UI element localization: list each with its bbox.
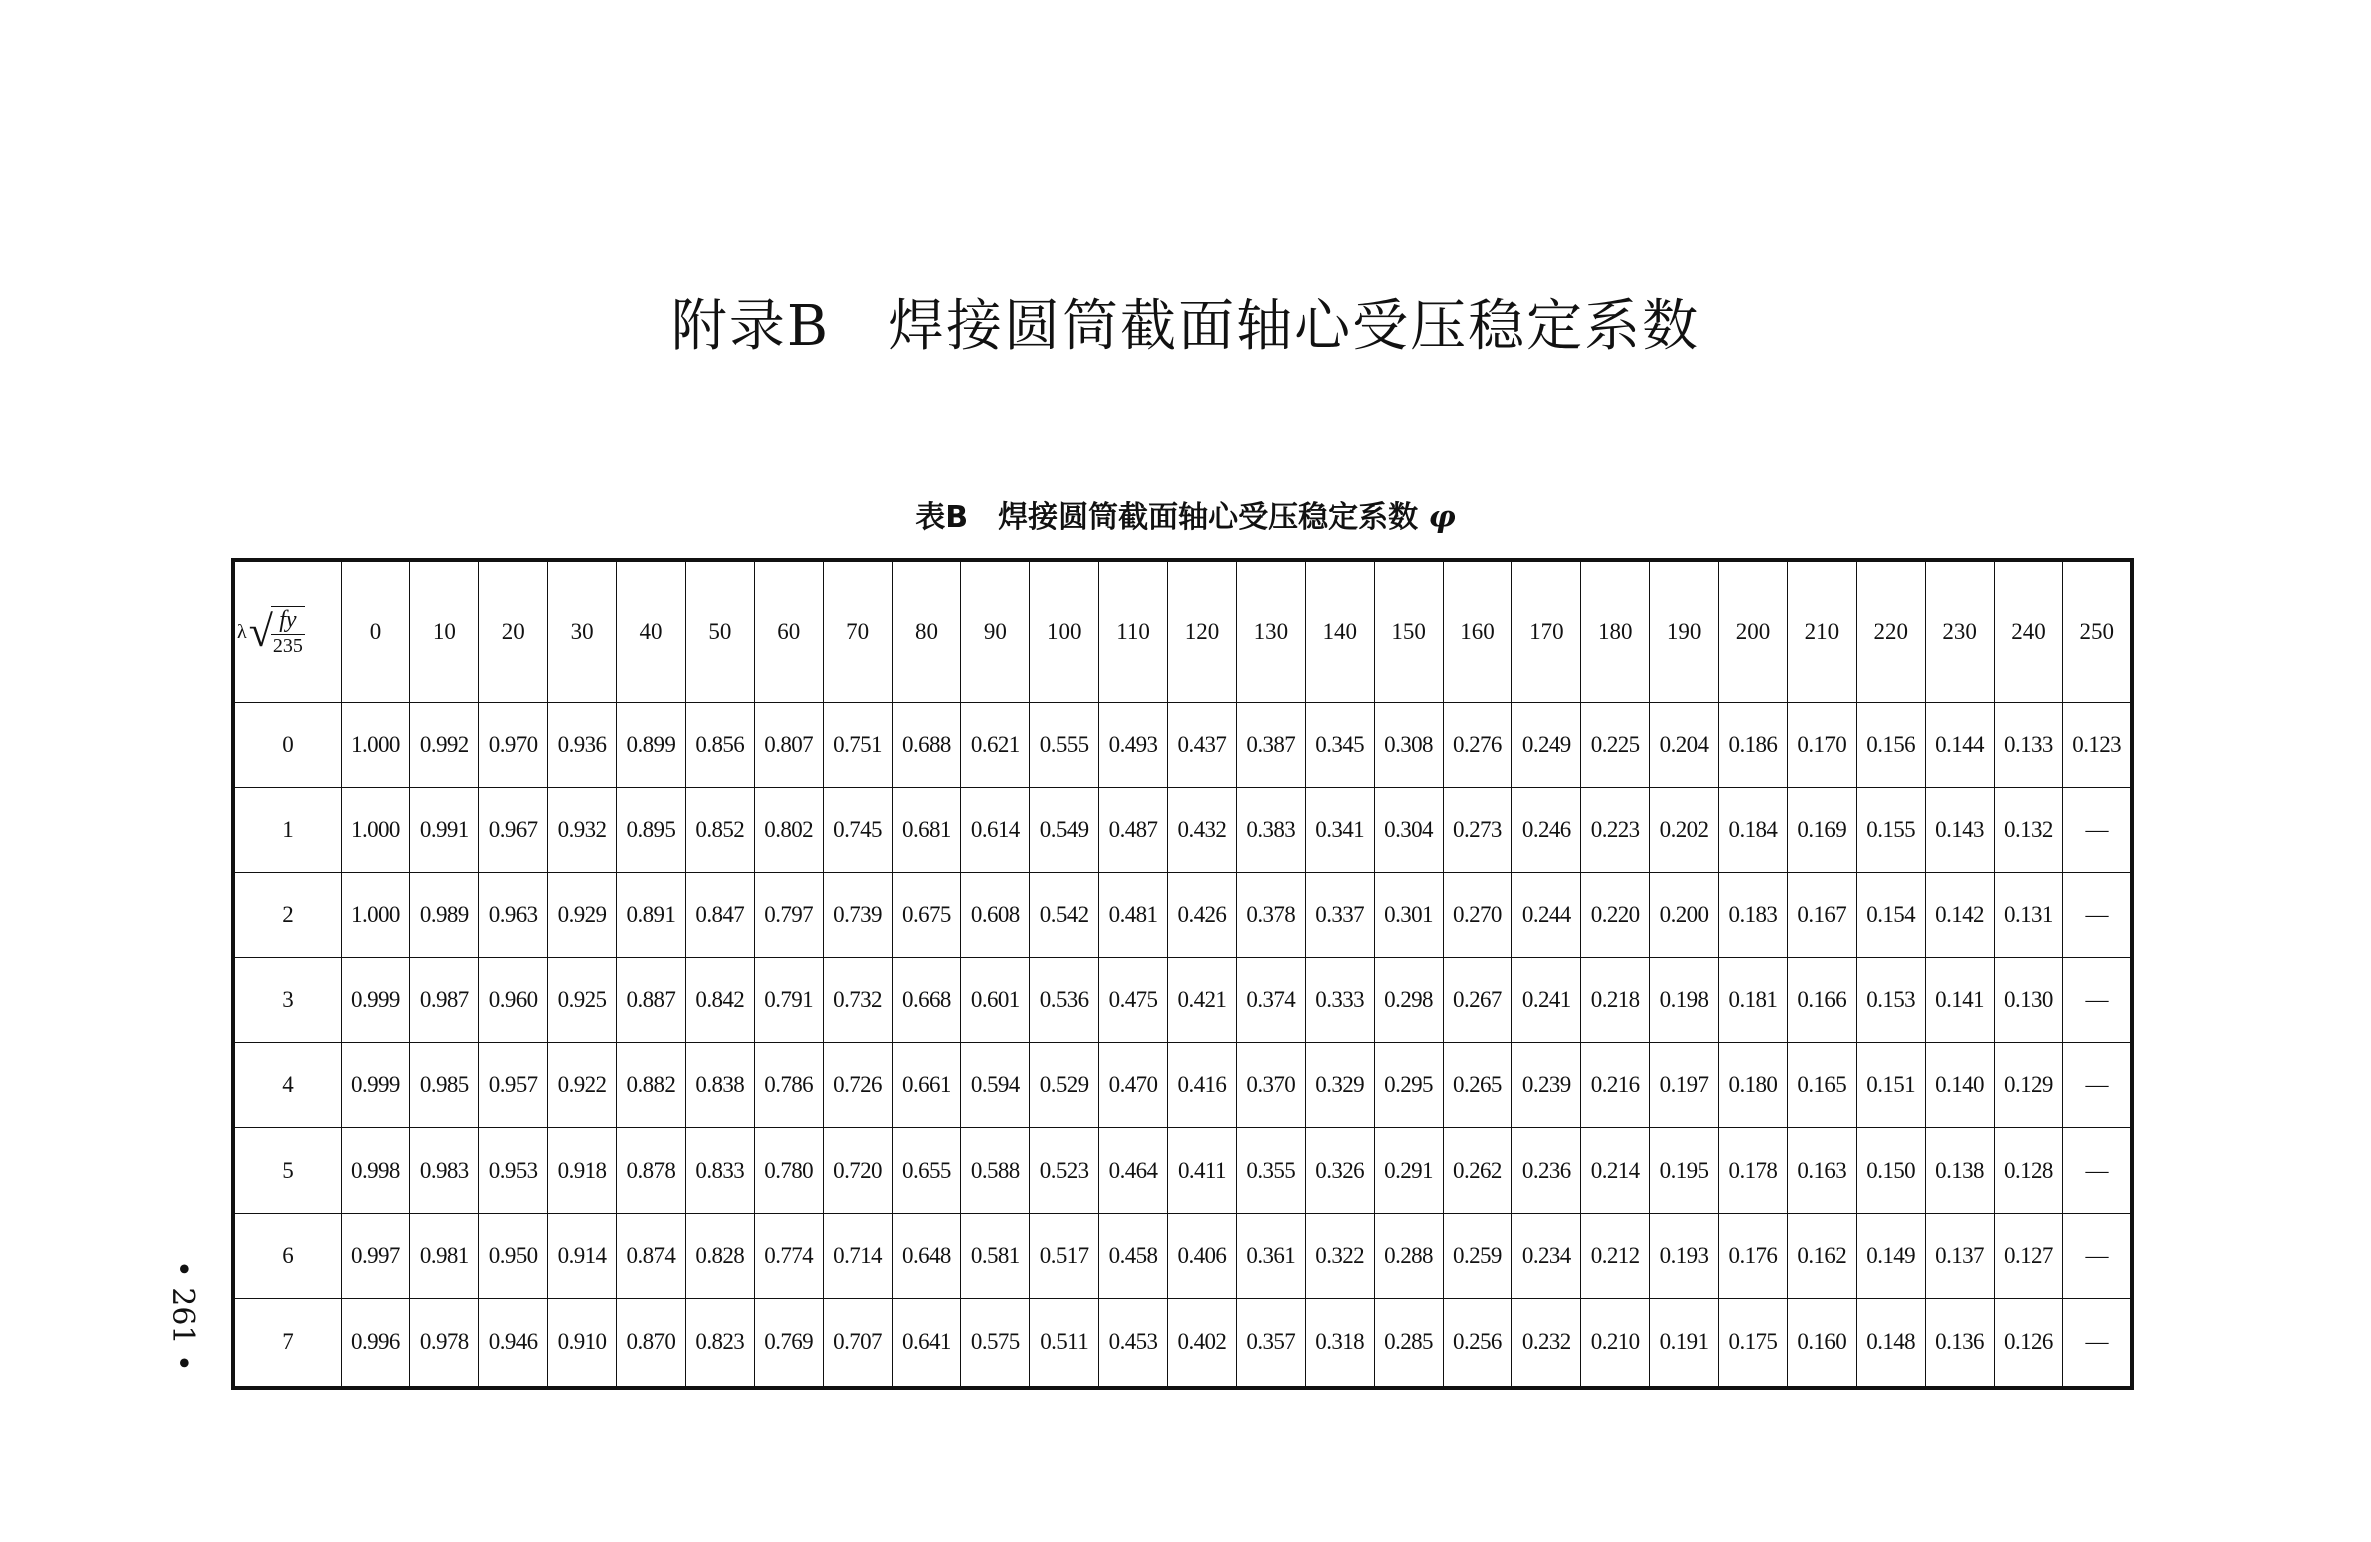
row-label: 6: [233, 1213, 341, 1298]
table-cell: 0.176: [1719, 1213, 1788, 1298]
table-cell: 0.983: [410, 1128, 479, 1213]
table-cell: 0.234: [1512, 1213, 1581, 1298]
appendix-title: 附录B 焊接圆筒截面轴心受压稳定系数: [670, 294, 1701, 359]
table-cell: 0.791: [754, 958, 823, 1043]
table-cell: 0.780: [754, 1128, 823, 1213]
table-cell: 0.151: [1856, 1043, 1925, 1128]
table-cell: 0.232: [1512, 1298, 1581, 1388]
table-row: [233, 1043, 2132, 1128]
column-header: 170: [1512, 560, 1581, 703]
column-header: 10: [410, 560, 479, 703]
table-cell: 0.739: [823, 873, 892, 958]
table-cell: 0.751: [823, 703, 892, 788]
table-cell: 0.165: [1787, 1043, 1856, 1128]
table-cell: 0.882: [617, 1043, 686, 1128]
column-header: 130: [1236, 560, 1305, 703]
table-cell: 0.426: [1168, 873, 1237, 958]
table-cell: 0.523: [1030, 1128, 1099, 1213]
table-cell: 0.239: [1512, 1043, 1581, 1128]
table-cell: 0.140: [1925, 1043, 1994, 1128]
caption-symbol: φ: [1428, 500, 1456, 535]
table-cell: 0.960: [479, 958, 548, 1043]
table-cell: —: [2063, 1043, 2132, 1128]
table-cell: 1.000: [341, 703, 410, 788]
table-cell: 0.464: [1099, 1128, 1168, 1213]
table-cell: 0.802: [754, 788, 823, 873]
table-cell: 0.991: [410, 788, 479, 873]
table-cell: 0.169: [1787, 788, 1856, 873]
table-cell: 0.887: [617, 958, 686, 1043]
table-cell: 0.259: [1443, 1213, 1512, 1298]
table-cell: 0.601: [961, 958, 1030, 1043]
table-cell: 0.370: [1236, 1043, 1305, 1128]
row-label: 3: [233, 958, 341, 1043]
table-cell: 0.295: [1374, 1043, 1443, 1128]
table-cell: 0.874: [617, 1213, 686, 1298]
table-cell: 0.246: [1512, 788, 1581, 873]
table-cell: 0.458: [1099, 1213, 1168, 1298]
table-cell: 0.529: [1030, 1043, 1099, 1128]
table-cell: —: [2063, 1213, 2132, 1298]
row-label: 1: [233, 788, 341, 873]
table-cell: 0.148: [1856, 1298, 1925, 1388]
table-row: [233, 1213, 2132, 1298]
table-cell: 0.195: [1650, 1128, 1719, 1213]
table-cell: 0.936: [548, 703, 617, 788]
table-cell: 0.475: [1099, 958, 1168, 1043]
header-row: [233, 560, 2132, 703]
fraction-denominator: 235: [272, 635, 303, 657]
table-cell: 0.614: [961, 788, 1030, 873]
table-cell: 0.186: [1719, 703, 1788, 788]
table-cell: 0.150: [1856, 1128, 1925, 1213]
table-cell: 0.167: [1787, 873, 1856, 958]
fraction: [271, 606, 305, 658]
table-cell: 0.210: [1581, 1298, 1650, 1388]
table-cell: 0.180: [1719, 1043, 1788, 1128]
table-cell: 0.950: [479, 1213, 548, 1298]
table-cell: 0.555: [1030, 703, 1099, 788]
table-cell: 0.183: [1719, 873, 1788, 958]
table-cell: 0.732: [823, 958, 892, 1043]
table-cell: 0.128: [1994, 1128, 2063, 1213]
table-cell: 0.922: [548, 1043, 617, 1128]
table-cell: 0.265: [1443, 1043, 1512, 1128]
column-header: 100: [1030, 560, 1099, 703]
table-cell: 0.256: [1443, 1298, 1512, 1388]
table-cell: 0.378: [1236, 873, 1305, 958]
table-cell: 0.641: [892, 1298, 961, 1388]
table-cell: 0.470: [1099, 1043, 1168, 1128]
table-cell: 0.953: [479, 1128, 548, 1213]
column-header: 30: [548, 560, 617, 703]
table-cell: 0.925: [548, 958, 617, 1043]
table-cell: 0.137: [1925, 1213, 1994, 1298]
table-cell: 0.929: [548, 873, 617, 958]
table-cell: 0.322: [1305, 1213, 1374, 1298]
table-cell: 0.291: [1374, 1128, 1443, 1213]
table-cell: 0.981: [410, 1213, 479, 1298]
table-cell: 0.726: [823, 1043, 892, 1128]
table-cell: 0.786: [754, 1043, 823, 1128]
table-cell: 0.745: [823, 788, 892, 873]
table-cell: 0.304: [1374, 788, 1443, 873]
table-cell: 0.978: [410, 1298, 479, 1388]
table-cell: 0.714: [823, 1213, 892, 1298]
table-cell: 0.204: [1650, 703, 1719, 788]
table-cell: 0.985: [410, 1043, 479, 1128]
table-cell: 0.285: [1374, 1298, 1443, 1388]
table-cell: 0.136: [1925, 1298, 1994, 1388]
fraction-numerator: fy: [271, 607, 305, 635]
column-header: 80: [892, 560, 961, 703]
table-cell: 0.416: [1168, 1043, 1237, 1128]
table-cell: 0.129: [1994, 1043, 2063, 1128]
table-cell: 0.163: [1787, 1128, 1856, 1213]
column-header: 40: [617, 560, 686, 703]
table-row: [233, 1128, 2132, 1213]
table-cell: 0.914: [548, 1213, 617, 1298]
column-header: 50: [685, 560, 754, 703]
table-cell: 0.608: [961, 873, 1030, 958]
table-cell: 0.236: [1512, 1128, 1581, 1213]
table-cell: 0.970: [479, 703, 548, 788]
column-header: 0: [341, 560, 410, 703]
table-cell: 0.681: [892, 788, 961, 873]
table-cell: 0.411: [1168, 1128, 1237, 1213]
table-cell: 0.262: [1443, 1128, 1512, 1213]
table-cell: 0.202: [1650, 788, 1719, 873]
column-header: 150: [1374, 560, 1443, 703]
table-cell: 0.197: [1650, 1043, 1719, 1128]
table-cell: 0.155: [1856, 788, 1925, 873]
table-cell: —: [2063, 958, 2132, 1043]
table-cell: 0.542: [1030, 873, 1099, 958]
table-cell: 0.132: [1994, 788, 2063, 873]
table-cell: 0.648: [892, 1213, 961, 1298]
row-label: 5: [233, 1128, 341, 1213]
table-cell: 0.345: [1305, 703, 1374, 788]
table-cell: 0.838: [685, 1043, 754, 1128]
table-row: [233, 1298, 2132, 1388]
table-cell: 0.214: [1581, 1128, 1650, 1213]
table-cell: 0.707: [823, 1298, 892, 1388]
table-cell: 0.301: [1374, 873, 1443, 958]
column-header: 200: [1719, 560, 1788, 703]
stability-coefficient-table: [231, 558, 2134, 1390]
table-cell: 0.162: [1787, 1213, 1856, 1298]
table-cell: 0.549: [1030, 788, 1099, 873]
table-cell: 0.989: [410, 873, 479, 958]
table-cell: —: [2063, 1128, 2132, 1213]
table-cell: 0.191: [1650, 1298, 1719, 1388]
table-cell: 0.361: [1236, 1213, 1305, 1298]
table-cell: 0.130: [1994, 958, 2063, 1043]
table-cell: 0.225: [1581, 703, 1650, 788]
table-cell: 0.987: [410, 958, 479, 1043]
table-cell: 0.181: [1719, 958, 1788, 1043]
table-cell: —: [2063, 788, 2132, 873]
column-header: 120: [1168, 560, 1237, 703]
table-cell: 0.891: [617, 873, 686, 958]
column-header: 230: [1925, 560, 1994, 703]
table-cell: 0.996: [341, 1298, 410, 1388]
table-cell: 0.946: [479, 1298, 548, 1388]
table-cell: 0.998: [341, 1128, 410, 1213]
table-cell: 0.992: [410, 703, 479, 788]
row-label: 0: [233, 703, 341, 788]
table-cell: 0.355: [1236, 1128, 1305, 1213]
table-cell: 0.241: [1512, 958, 1581, 1043]
table-cell: 0.273: [1443, 788, 1512, 873]
table-cell: 0.999: [341, 1043, 410, 1128]
table-cell: 0.406: [1168, 1213, 1237, 1298]
table-cell: 0.999: [341, 958, 410, 1043]
table-cell: 0.133: [1994, 703, 2063, 788]
column-header: 110: [1099, 560, 1168, 703]
column-header: 210: [1787, 560, 1856, 703]
table-cell: 0.828: [685, 1213, 754, 1298]
table-cell: 0.932: [548, 788, 617, 873]
table-cell: 0.769: [754, 1298, 823, 1388]
sqrt-symbol: √: [248, 607, 273, 656]
table-cell: 0.511: [1030, 1298, 1099, 1388]
table-row: [233, 873, 2132, 958]
table-cell: 0.774: [754, 1213, 823, 1298]
table-cell: 0.655: [892, 1128, 961, 1213]
table-cell: 0.223: [1581, 788, 1650, 873]
table-cell: 0.517: [1030, 1213, 1099, 1298]
table-cell: 0.797: [754, 873, 823, 958]
table-cell: 1.000: [341, 873, 410, 958]
table-cell: 0.957: [479, 1043, 548, 1128]
row-label: 4: [233, 1043, 341, 1128]
table-cell: 0.198: [1650, 958, 1719, 1043]
table-cell: 0.536: [1030, 958, 1099, 1043]
table-cell: 0.870: [617, 1298, 686, 1388]
table-cell: 0.341: [1305, 788, 1374, 873]
table-cell: 0.688: [892, 703, 961, 788]
table-cell: 0.220: [1581, 873, 1650, 958]
column-header: 20: [479, 560, 548, 703]
table-cell: 0.594: [961, 1043, 1030, 1128]
table-cell: 0.154: [1856, 873, 1925, 958]
table-cell: 0.487: [1099, 788, 1168, 873]
table-cell: 0.374: [1236, 958, 1305, 1043]
table-cell: 0.337: [1305, 873, 1374, 958]
table-cell: 0.170: [1787, 703, 1856, 788]
lambda-symbol: λ: [237, 620, 247, 643]
table-cell: —: [2063, 1298, 2132, 1388]
table-cell: 0.387: [1236, 703, 1305, 788]
table-cell: 0.493: [1099, 703, 1168, 788]
table-cell: 0.160: [1787, 1298, 1856, 1388]
table-cell: 0.329: [1305, 1043, 1374, 1128]
table-row: [233, 703, 2132, 788]
table-cell: 0.437: [1168, 703, 1237, 788]
table-cell: 0.852: [685, 788, 754, 873]
table-cell: 0.326: [1305, 1128, 1374, 1213]
corner-header-cell: [233, 560, 341, 703]
table-cell: 0.298: [1374, 958, 1443, 1043]
table-cell: 0.963: [479, 873, 548, 958]
column-header: 90: [961, 560, 1030, 703]
table-cell: 0.842: [685, 958, 754, 1043]
table-cell: 0.144: [1925, 703, 1994, 788]
table-cell: 0.193: [1650, 1213, 1719, 1298]
table-caption: [0, 492, 2371, 536]
table-cell: 0.668: [892, 958, 961, 1043]
table-cell: 0.141: [1925, 958, 1994, 1043]
table-cell: 0.720: [823, 1128, 892, 1213]
table-cell: 0.200: [1650, 873, 1719, 958]
table-cell: 0.175: [1719, 1298, 1788, 1388]
caption-text: 表B 焊接圆筒截面轴心受压稳定系数: [915, 500, 1419, 535]
table-cell: 0.588: [961, 1128, 1030, 1213]
table-cell: 0.249: [1512, 703, 1581, 788]
column-header: 180: [1581, 560, 1650, 703]
table-cell: 0.453: [1099, 1298, 1168, 1388]
table-cell: 0.126: [1994, 1298, 2063, 1388]
column-header: 160: [1443, 560, 1512, 703]
table-cell: 0.142: [1925, 873, 1994, 958]
table-cell: 0.131: [1994, 873, 2063, 958]
page-number: • 261 •: [165, 1260, 200, 1372]
table-cell: 0.997: [341, 1213, 410, 1298]
table-cell: 0.910: [548, 1298, 617, 1388]
table-cell: 0.153: [1856, 958, 1925, 1043]
table-cell: 0.383: [1236, 788, 1305, 873]
table-cell: 0.178: [1719, 1128, 1788, 1213]
table-cell: 0.621: [961, 703, 1030, 788]
table-cell: 0.143: [1925, 788, 1994, 873]
table-cell: 0.675: [892, 873, 961, 958]
table-cell: 0.823: [685, 1298, 754, 1388]
row-label: 7: [233, 1298, 341, 1388]
table-cell: 0.581: [961, 1213, 1030, 1298]
table-cell: 0.847: [685, 873, 754, 958]
table-cell: 0.244: [1512, 873, 1581, 958]
table-cell: 0.967: [479, 788, 548, 873]
column-header: 240: [1994, 560, 2063, 703]
column-header: 220: [1856, 560, 1925, 703]
table-cell: 0.421: [1168, 958, 1237, 1043]
table-cell: 0.318: [1305, 1298, 1374, 1388]
table-cell: 0.432: [1168, 788, 1237, 873]
table-cell: 0.267: [1443, 958, 1512, 1043]
table-cell: —: [2063, 873, 2132, 958]
table-cell: 0.127: [1994, 1213, 2063, 1298]
column-header: 190: [1650, 560, 1719, 703]
table-row: [233, 788, 2132, 873]
column-header: 250: [2063, 560, 2132, 703]
table-cell: 0.918: [548, 1128, 617, 1213]
table-cell: 0.288: [1374, 1213, 1443, 1298]
table-cell: 0.276: [1443, 703, 1512, 788]
column-header: 140: [1305, 560, 1374, 703]
table-cell: 0.216: [1581, 1043, 1650, 1128]
table-cell: 0.357: [1236, 1298, 1305, 1388]
table-cell: 0.878: [617, 1128, 686, 1213]
table-cell: 0.481: [1099, 873, 1168, 958]
table-cell: 0.308: [1374, 703, 1443, 788]
table-cell: 0.661: [892, 1043, 961, 1128]
row-label: 2: [233, 873, 341, 958]
table-cell: 0.156: [1856, 703, 1925, 788]
table-cell: 0.166: [1787, 958, 1856, 1043]
table-cell: 0.212: [1581, 1213, 1650, 1298]
table-row: [233, 958, 2132, 1043]
table-cell: 0.138: [1925, 1128, 1994, 1213]
table-cell: 0.895: [617, 788, 686, 873]
table-cell: 0.218: [1581, 958, 1650, 1043]
table-cell: 0.899: [617, 703, 686, 788]
table-cell: 0.123: [2063, 703, 2132, 788]
table-cell: 0.333: [1305, 958, 1374, 1043]
column-header: 70: [823, 560, 892, 703]
table-cell: 0.575: [961, 1298, 1030, 1388]
table-cell: 1.000: [341, 788, 410, 873]
column-header: 60: [754, 560, 823, 703]
table-cell: 0.856: [685, 703, 754, 788]
table-cell: 0.402: [1168, 1298, 1237, 1388]
table-cell: 0.270: [1443, 873, 1512, 958]
table-cell: 0.184: [1719, 788, 1788, 873]
table-cell: 0.149: [1856, 1213, 1925, 1298]
table-cell: 0.833: [685, 1128, 754, 1213]
table-cell: 0.807: [754, 703, 823, 788]
